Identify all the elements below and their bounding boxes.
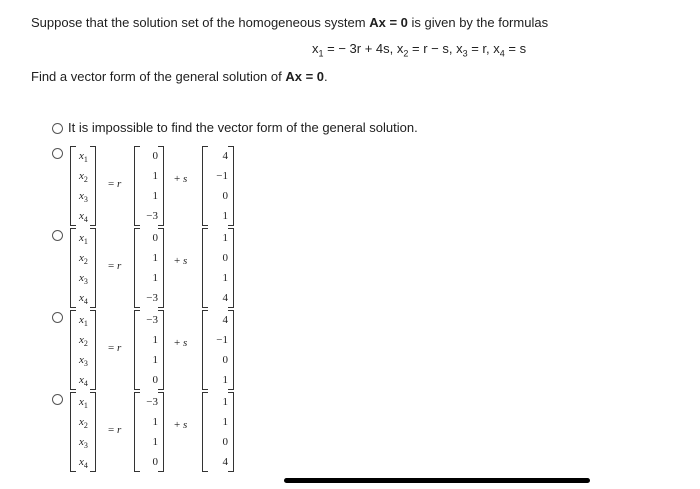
question-text: Suppose that the solution set of the homogeneous system Ax = 0 is given by the formulas	[31, 15, 549, 30]
variable-vector	[70, 228, 96, 308]
vector-entry: −3	[146, 314, 158, 326]
vector-entry: $x_4$	[79, 210, 88, 225]
vector-entry: −1	[216, 334, 228, 346]
plus-s-label: + s	[174, 337, 188, 349]
s-coefficient-vector	[202, 392, 234, 472]
equals-r-label: = r	[108, 424, 122, 436]
s-coefficient-vector	[202, 146, 234, 226]
plus-s-label: + s	[174, 419, 188, 431]
vector-entry: 1	[152, 272, 158, 284]
r-coefficient-vector	[134, 392, 164, 472]
equals-r-label: = r	[108, 178, 122, 190]
vector-entry: 1	[152, 416, 158, 428]
vector-entry: $x_3$	[79, 436, 88, 451]
radio-button[interactable]	[52, 148, 63, 159]
vector-entry: 4	[222, 456, 228, 468]
vector-entry: $x_4$	[79, 456, 88, 471]
vector-entry: $x_3$	[79, 190, 88, 205]
r-coefficient-vector	[134, 146, 164, 226]
solution-formulas: $x_1$ = − 3r + 4s, $x_2 = r - s$, $x_3 = r$, $x_4 = s$	[312, 41, 527, 59]
s-coefficient-vector	[202, 310, 234, 390]
vector-entry: −3	[146, 292, 158, 304]
horizontal-scrollbar[interactable]	[284, 478, 590, 483]
radio-button[interactable]	[52, 123, 63, 134]
answer-option-3[interactable]	[52, 310, 292, 392]
s-coefficient-vector	[202, 228, 234, 308]
vector-entry: 1	[152, 190, 158, 202]
vector-entry: 0	[152, 374, 158, 386]
vector-entry: −3	[146, 210, 158, 222]
vector-entry: 0	[152, 150, 158, 162]
vector-entry: 4	[222, 150, 228, 162]
vector-entry: 1	[222, 374, 228, 386]
vector-entry: −1	[216, 170, 228, 182]
vector-entry: 0	[152, 456, 158, 468]
vector-entry: $x_2$	[79, 334, 88, 349]
vector-entry: 0	[222, 252, 228, 264]
vector-entry: 0	[222, 354, 228, 366]
vector-entry: $x_2$	[79, 416, 88, 431]
vector-entry: −3	[146, 396, 158, 408]
answer-option-impossible[interactable]	[52, 120, 418, 138]
variable-vector	[70, 310, 96, 390]
vector-entry: 1	[152, 334, 158, 346]
vector-entry: 0	[152, 232, 158, 244]
radio-button[interactable]	[52, 312, 63, 323]
vector-entry: 1	[152, 354, 158, 366]
option-label: It is impossible to find the vector form of the general solution.	[68, 120, 418, 135]
vector-entry: $x_4$	[79, 292, 88, 307]
vector-entry: $x_1$	[79, 150, 88, 165]
r-coefficient-vector	[134, 228, 164, 308]
vector-entry: $x_2$	[79, 170, 88, 185]
vector-entry: 1	[222, 272, 228, 284]
r-coefficient-vector	[134, 310, 164, 390]
answer-option-4[interactable]	[52, 392, 292, 474]
question-prompt: Find a vector form of the general solution of Ax = 0.	[31, 69, 328, 84]
answer-option-1[interactable]	[52, 146, 292, 228]
vector-entry: 1	[152, 436, 158, 448]
vector-entry: $x_1$	[79, 232, 88, 247]
vector-entry: 1	[152, 170, 158, 182]
equals-r-label: = r	[108, 260, 122, 272]
vector-entry: 1	[222, 232, 228, 244]
plus-s-label: + s	[174, 255, 188, 267]
vector-entry: 1	[152, 252, 158, 264]
vector-entry: $x_3$	[79, 354, 88, 369]
radio-button[interactable]	[52, 394, 63, 405]
vector-entry: $x_4$	[79, 374, 88, 389]
vector-entry: 1	[222, 210, 228, 222]
plus-s-label: + s	[174, 173, 188, 185]
vector-entry: 0	[222, 436, 228, 448]
vector-entry: $x_2$	[79, 252, 88, 267]
radio-button[interactable]	[52, 230, 63, 241]
vector-entry: $x_1$	[79, 314, 88, 329]
variable-vector	[70, 146, 96, 226]
equals-r-label: = r	[108, 342, 122, 354]
vector-entry: 4	[222, 292, 228, 304]
vector-entry: 1	[222, 416, 228, 428]
variable-vector	[70, 392, 96, 472]
vector-entry: $x_1$	[79, 396, 88, 411]
answer-option-2[interactable]	[52, 228, 292, 310]
vector-entry: 4	[222, 314, 228, 326]
vector-entry: 0	[222, 190, 228, 202]
vector-entry: $x_3$	[79, 272, 88, 287]
vector-entry: 1	[222, 396, 228, 408]
